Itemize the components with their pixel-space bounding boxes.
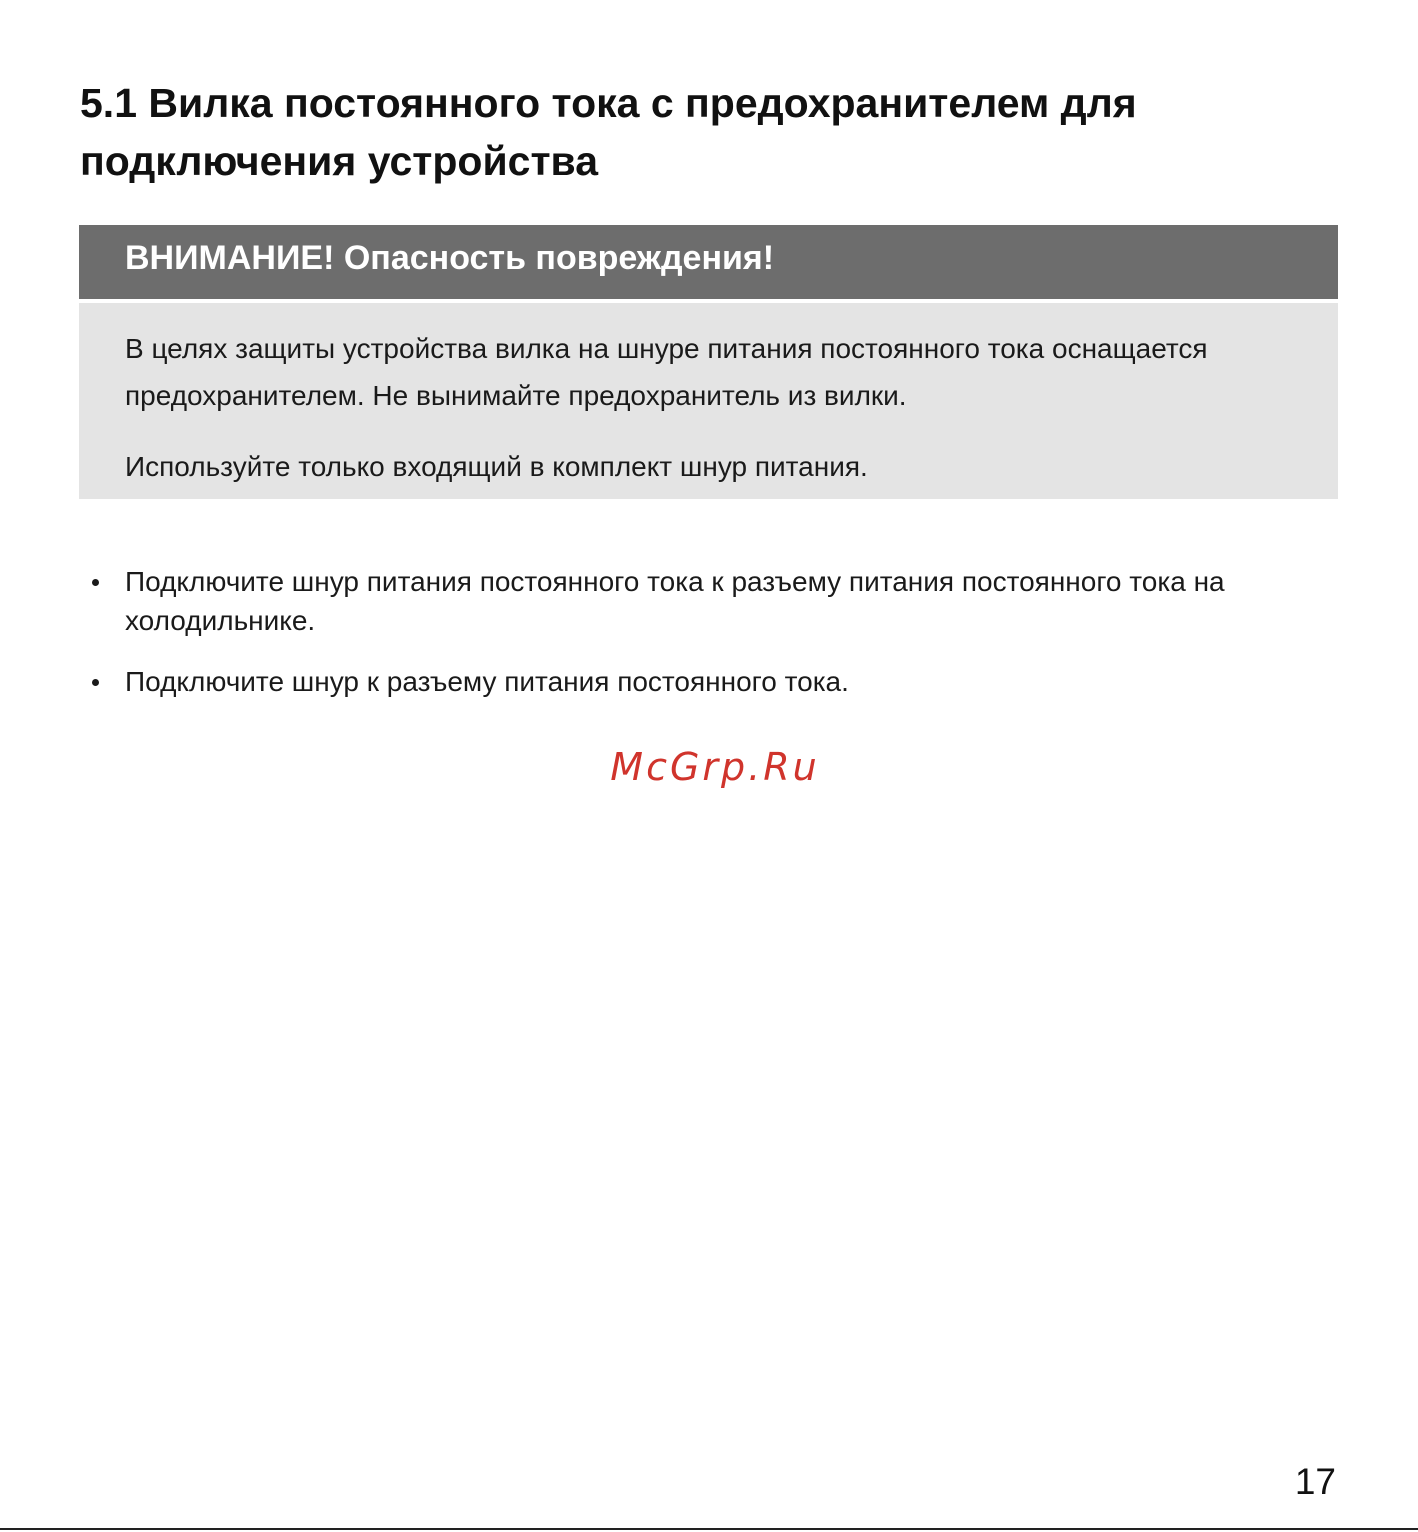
watermark: McGrp.Ru <box>610 745 820 789</box>
list-item <box>80 562 1310 640</box>
bullet-icon <box>92 679 99 686</box>
list-item-text: Подключите шнур к разъему питания постоянного тока. <box>125 666 849 697</box>
warning-paragraph: Используйте только входящий в комплект шнур питания. <box>125 451 868 482</box>
warning-notice <box>79 225 1338 499</box>
warning-header: ВНИМАНИЕ! Опасность повреждения! <box>79 225 1338 299</box>
bottom-divider <box>0 1528 1418 1530</box>
instruction-list <box>80 562 1310 701</box>
warning-body <box>79 303 1338 499</box>
page-number: 17 <box>1294 1461 1336 1502</box>
page-title: 5.1 Вилка постоянного тока с предохранителем для подключения устройства <box>80 80 1137 184</box>
warning-paragraph: В целях защиты устройства вилка на шнуре питания постоянного тока оснащается предохранителем. Не вынимайте предохранитель из вилки. <box>125 333 1208 411</box>
list-item <box>80 662 1310 701</box>
list-item-text: Подключите шнур питания постоянного тока к разъему питания постоянного тока на холодильнике. <box>125 566 1225 636</box>
bullet-icon <box>92 579 99 586</box>
